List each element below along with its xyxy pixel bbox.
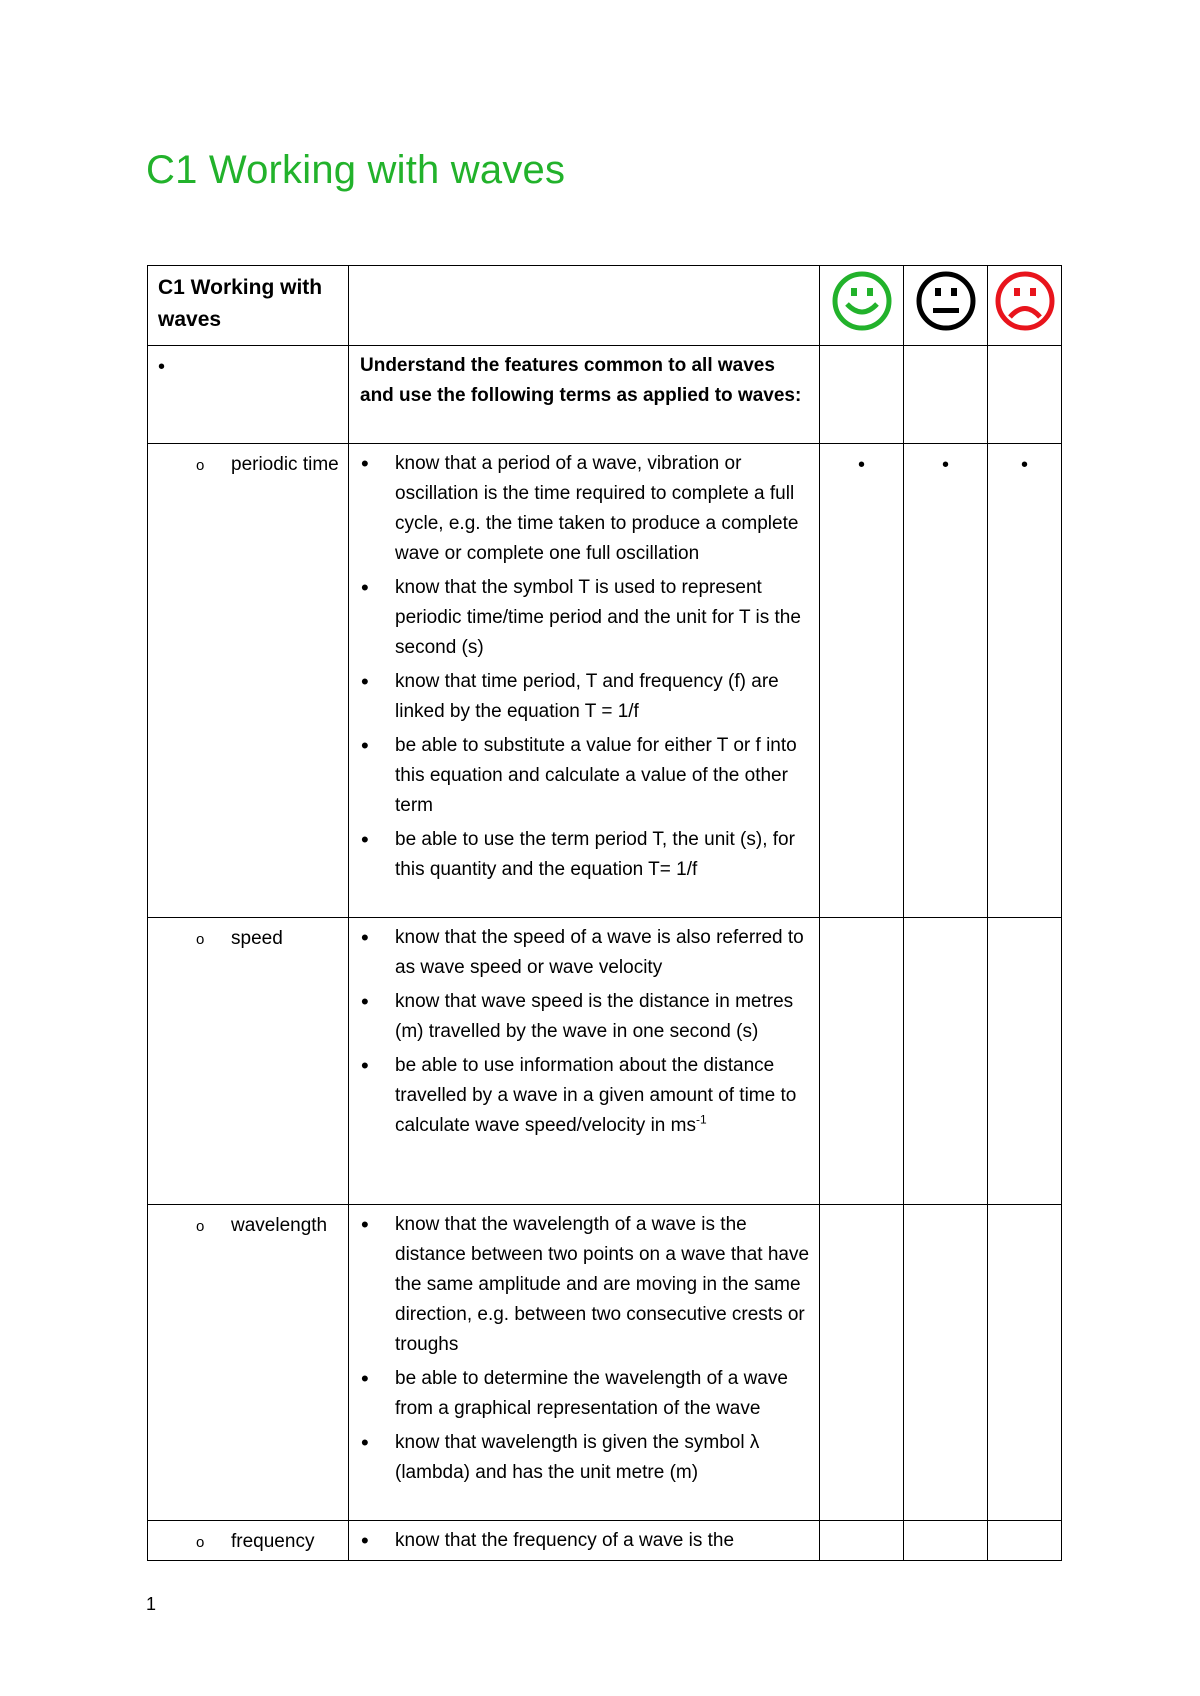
term-cell — [148, 1521, 349, 1561]
list-item: • know that wave speed is the distance in metres (m) travelled by the wave in one second (s) — [359, 987, 813, 1047]
term-marker: o — [196, 1534, 205, 1551]
points-cell — [349, 918, 820, 1205]
page-heading: C1 Working with waves — [146, 148, 566, 192]
term-cell — [148, 918, 349, 1205]
term-label: speed — [231, 928, 283, 949]
table-row-frequency — [148, 1521, 1062, 1561]
rating-cell — [904, 1521, 988, 1561]
list-item: • know that time period, T and frequency (f) are linked by the equation T = 1/f — [359, 667, 813, 727]
rating-cell — [904, 346, 988, 444]
term-cell — [148, 444, 349, 918]
table-row-speed — [148, 918, 1062, 1205]
list-item: • know that the speed of a wave is also referred to as wave speed or wave velocity — [359, 923, 813, 983]
rating-cell — [988, 1205, 1062, 1521]
superscript: -1 — [695, 1112, 707, 1127]
term-marker: o — [196, 931, 205, 948]
list-item: • be able to determine the wavelength of a wave from a graphical representation of the wave — [359, 1364, 813, 1424]
rating-cell — [904, 1205, 988, 1521]
page-number: 1 — [146, 1594, 157, 1614]
intro-row — [148, 346, 1062, 444]
sad-face-cell — [988, 266, 1062, 346]
header-blank-cell — [349, 266, 820, 346]
list-item — [359, 1051, 813, 1141]
rating-dot: • — [904, 444, 988, 918]
table-header-title: C1 Working with waves — [148, 266, 349, 346]
rating-cell — [820, 918, 904, 1205]
term-label: periodic time — [231, 454, 339, 475]
happy-face-icon — [831, 270, 893, 332]
rating-cell — [820, 346, 904, 444]
list-item: • be able to use the term period T, the unit (s), for this quantity and the equation T= 1/f — [359, 825, 813, 885]
neutral-face-cell — [904, 266, 988, 346]
rating-dot: • — [820, 444, 904, 918]
term-label: frequency — [231, 1531, 315, 1552]
intro-bullet: • — [148, 346, 349, 444]
rating-cell — [820, 1521, 904, 1561]
rating-cell — [988, 918, 1062, 1205]
table-row-wavelength — [148, 1205, 1062, 1521]
intro-text: Understand the features common to all waves and use the following terms as applied to waves: — [349, 346, 820, 444]
rating-dot: • — [988, 444, 1062, 918]
checklist-table — [147, 265, 1062, 1561]
list-item: • know that the wavelength of a wave is the distance between two points on a wave that have the same amplitude and are moving in the same direction, e.g. between two consecutive crests or troughs — [359, 1210, 813, 1360]
points-cell — [349, 1205, 820, 1521]
list-item-text: be able to use information about the distance travelled by a wave in a given amount of time to calculate wave speed/velocity in ms — [395, 1055, 797, 1136]
points-cell — [349, 444, 820, 918]
list-item: • know that a period of a wave, vibration or oscillation is the time required to complete a full cycle, e.g. the time taken to produce a complete wave or complete one full oscillation — [359, 449, 813, 569]
list-item: • know that the symbol T is used to represent periodic time/time period and the unit for T is the second (s) — [359, 573, 813, 663]
term-marker: o — [196, 1218, 205, 1235]
term-label: wavelength — [231, 1215, 328, 1236]
rating-cell — [820, 1205, 904, 1521]
neutral-face-icon — [915, 270, 977, 332]
points-cell — [349, 1521, 820, 1561]
table-row-periodic-time — [148, 444, 1062, 918]
term-marker: o — [196, 457, 205, 474]
table-header-row — [148, 266, 1062, 346]
list-item: • be able to substitute a value for either T or f into this equation and calculate a value of the other term — [359, 731, 813, 821]
rating-cell — [988, 1521, 1062, 1561]
sad-face-icon — [994, 270, 1056, 332]
list-item: • know that the frequency of a wave is the — [359, 1526, 813, 1556]
happy-face-cell — [820, 266, 904, 346]
rating-cell — [904, 918, 988, 1205]
term-cell — [148, 1205, 349, 1521]
rating-cell — [988, 346, 1062, 444]
list-item: • know that wavelength is given the symbol λ (lambda) and has the unit metre (m) — [359, 1428, 813, 1488]
